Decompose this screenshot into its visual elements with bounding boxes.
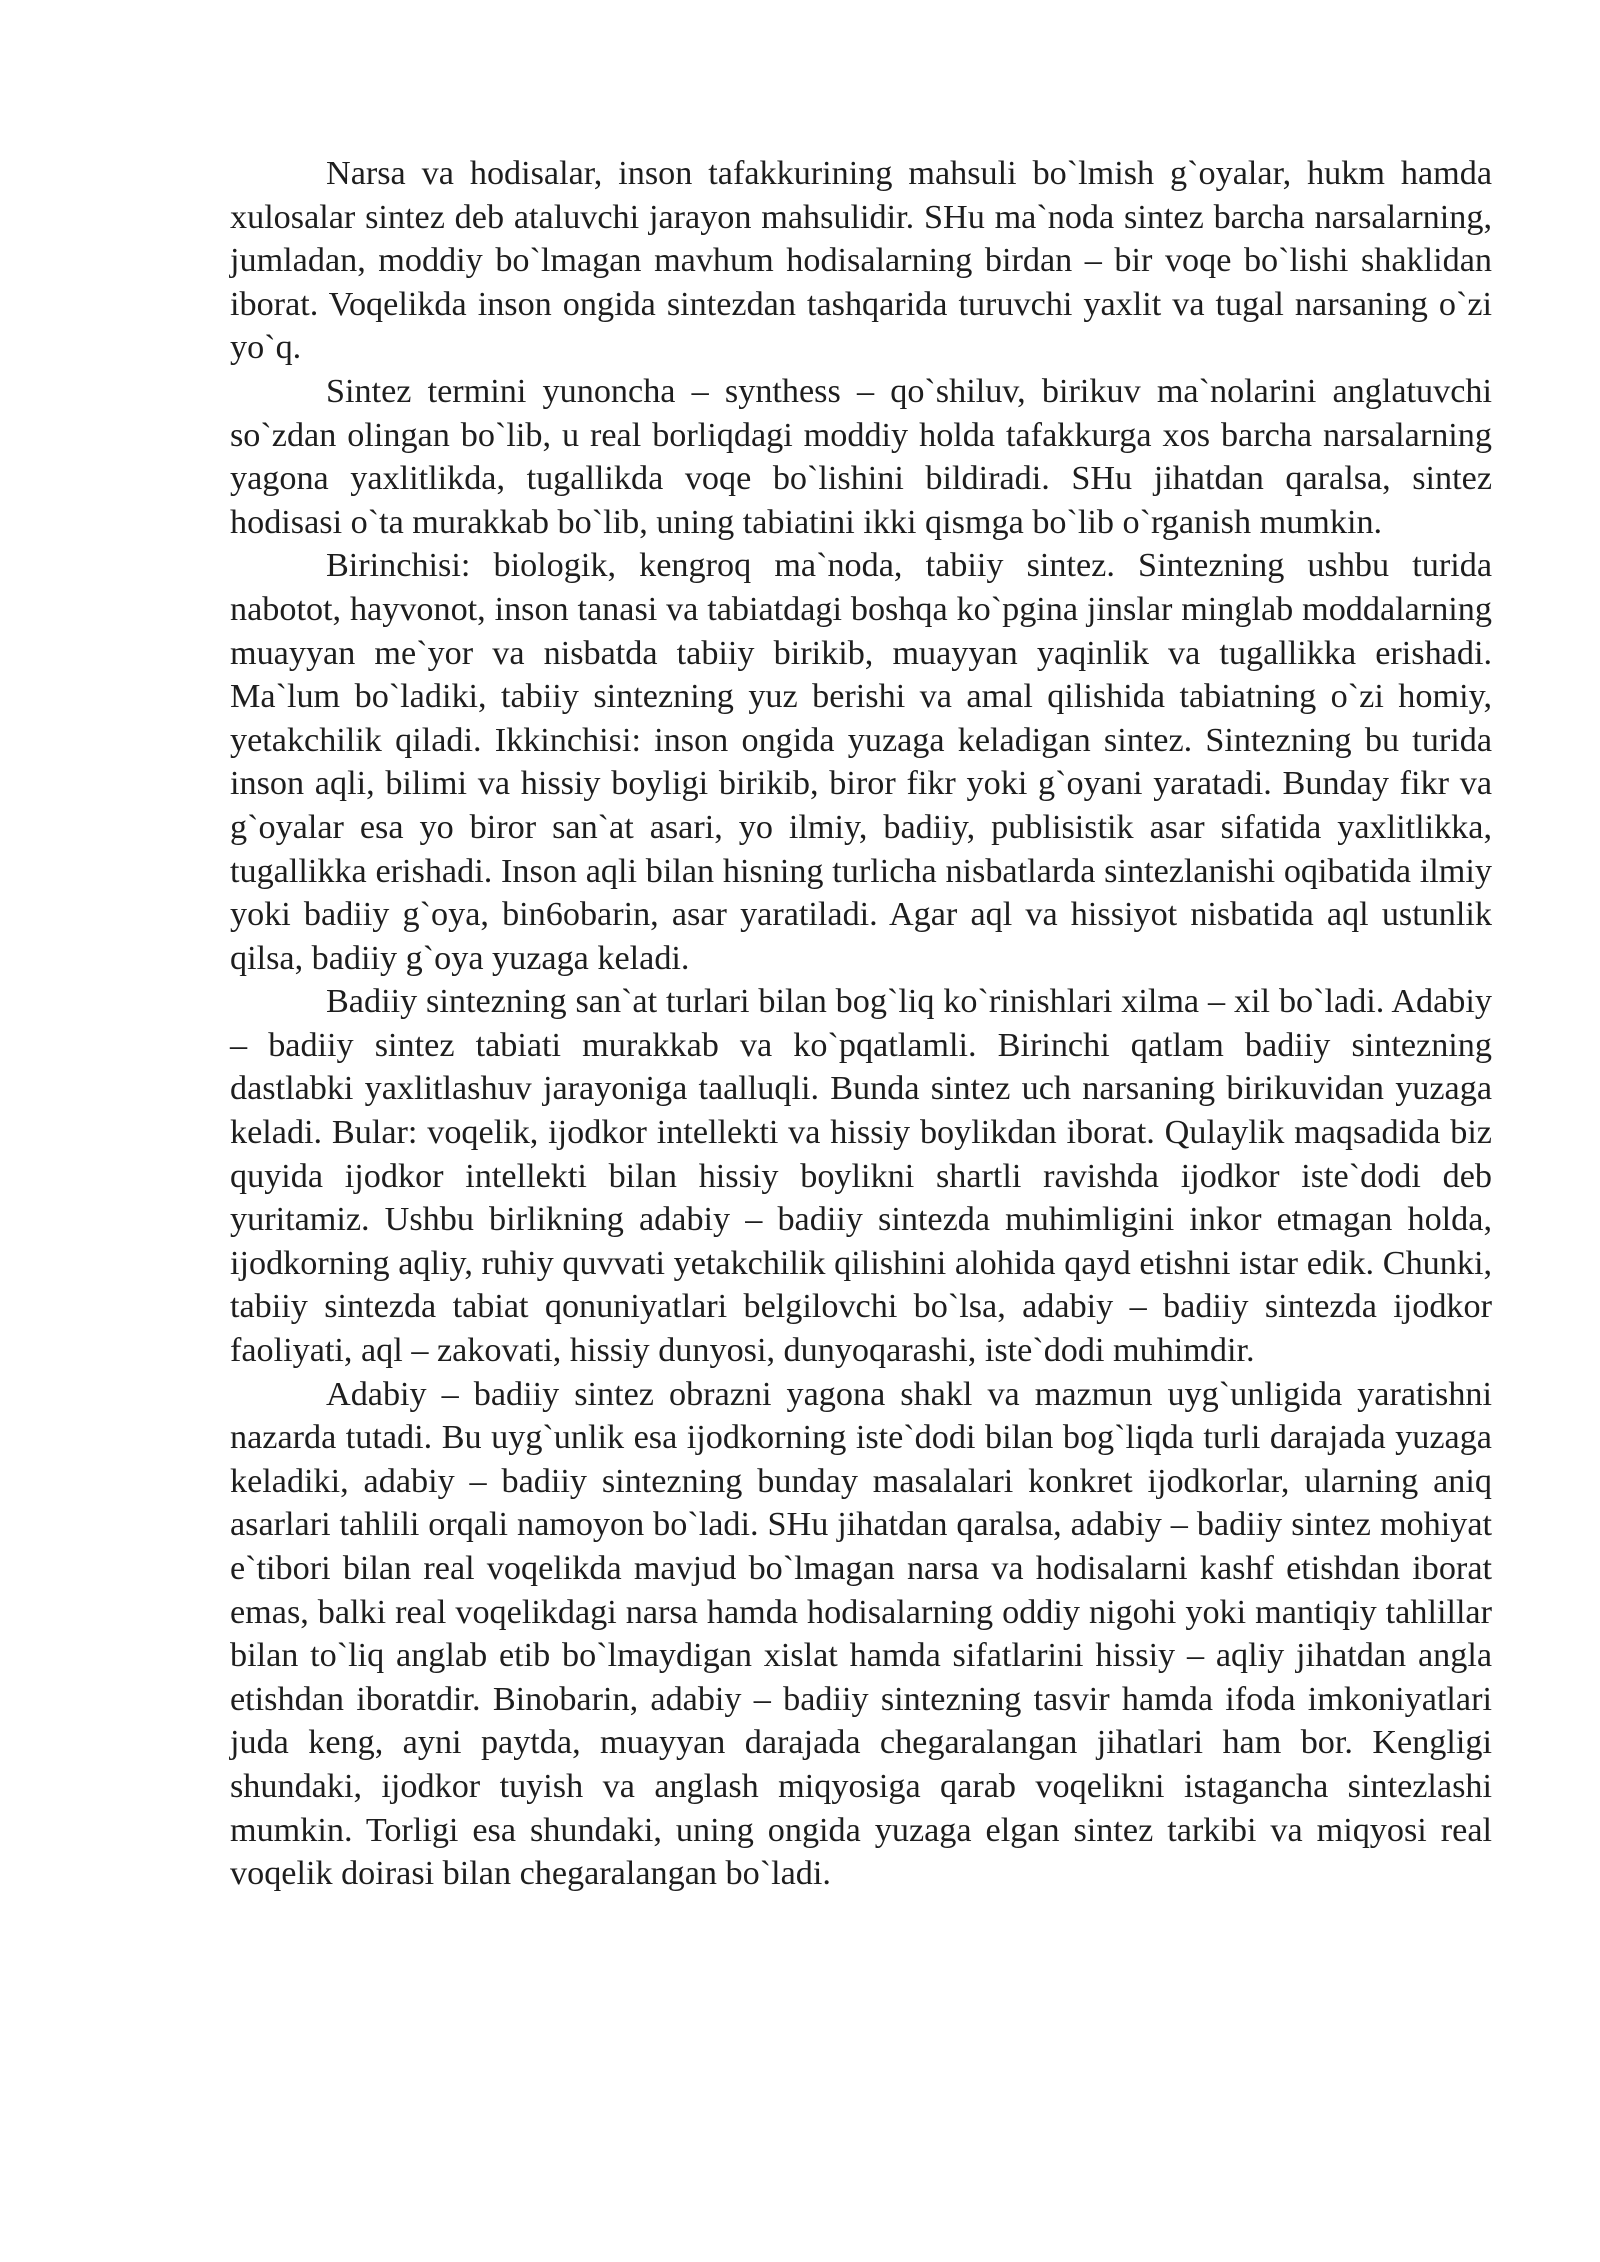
paragraph-5: Adabiy – badiiy sintez obrazni yagona shakl va mazmun uyg`unligida yaratishni nazarda tutadi. Bu uyg`unlik esa ijodkorning iste`dodi bilan bog`liqda turli darajada yuzaga keladiki, adabiy – badiiy sintezning bunday masalalari konkret ijodkorlar, ularning aniq asarlari tahlili orqali namoyon bo`ladi. SHu jihatdan qaralsa, adabiy – badiiy sintez mohiyat e`tibori bilan real voqelikda mavjud bo`lmagan narsa va hodisalarni kashf etishdan iborat emas, balki real voqelikdagi narsa hamda hodisalarning oddiy nigohi yoki mantiqiy tahlillar bilan to`liq anglab etib bo`lmaydigan xislat hamda sifatlarini hissiy – aqliy jihatdan angla etishdan iboratdir. Binobarin, adabiy – badiiy sintezning tasvir hamda ifoda imkoniyatlari juda keng, ayni paytda, muayyan darajada chegaralangan jihatlari ham bor. Kengligi shundaki, ijodkor tuyish va anglash miqyosiga qarab voqelikni istagancha sintezlashi mumkin. Torligi esa shundaki, uning ongida yuzaga elgan sintez tarkibi va miqyosi real voqelik doirasi bilan chegaralangan bo`ladi. — [230, 1375, 1492, 1893]
paragraph-3: Birinchisi: biologik, kengroq ma`noda, tabiiy sintez. Sintezning ushbu turida nabotot, hayvonot, inson tanasi va tabiatdagi boshqa ko`pgina jinslar minglab moddalarning muayyan me`yor va nisbatda tabiiy birikib, muayyan yaqinlik va tugallikka erishadi. Ma`lum bo`ladiki, tabiiy sintezning yuz berishi va amal qilishida tabiatning o`zi homiy, yetakchilik qiladi. Ikkinchisi: inson ongida yuzaga keladigan sintez. Sintezning bu turida inson aqli, bilimi va hissiy boyligi birikib, biror fikr yoki g`oyani yaratadi. Bunday fikr va g`oyalar esa yo biror san`at asari, yo ilmiy, badiiy, publisistik asar sifatida yaxlitlikka, tugallikka erishadi. Inson aqli bilan hisning turlicha nisbatlarda sintezlanishi oqibatida ilmiy yoki badiiy g`oya, bin6obarin, asar yaratiladi. Agar aql va hissiyot nisbatida aql ustunlik qilsa, badiiy g`oya yuzaga keladi. — [230, 547, 1492, 977]
paragraph-4: Badiiy sintezning san`at turlari bilan bog`liq ko`rinishlari xilma – xil bo`ladi. Adabiy – badiiy sintez tabiati murakkab va ko`pqatlamli. Birinchi qatlam badiiy sintezning dastlabki yaxlitlashuv jarayoniga taalluqli. Bunda sintez uch narsaning birikuvidan yuzaga keladi. Bular: voqelik, ijodkor intellekti va hissiy boylikdan iborat. Qulaylik maqsadida biz quyida ijodkor intellekti bilan hissiy boylikni shartli ravishda ijodkor iste`dodi deb yuritamiz. Ushbu birlikning adabiy – badiiy sintezda muhimligini inkor etmagan holda, ijodkorning aqliy, ruhiy quvvati yetakchilik qilishini alohida qayd etishni istar edik. Chunki, tabiiy sintezda tabiat qonuniyatlari belgilovchi bo`lsa, adabiy – badiiy sintezda ijodkor faoliyati, aql – zakovati, hissiy dunyosi, dunyoqarashi, iste`dodi muhimdir. — [230, 983, 1492, 1370]
paragraph-2: Sintez termini yunoncha – synthess – qo`shiluv, birikuv ma`nolarini anglatuvchi so`zdan olingan bo`lib, u real borliqdagi moddiy holda tafakkurga xos barcha narsalarning yagona yaxlitlikda, tugallikda voqe bo`lishini bildiradi. SHu jihatdan qaralsa, sintez hodisasi o`ta murakkab bo`lib, uning tabiatini ikki qismga bo`lib o`rganish mumkin. — [230, 372, 1492, 541]
document-page — [230, 152, 1492, 1896]
paragraph-1: Narsa va hodisalar, inson tafakkurining mahsuli bo`lmish g`oyalar, hukm hamda xulosalar sintez deb ataluvchi jarayon mahsulidir. SHu ma`noda sintez barcha narsalarning, jumladan, moddiy bo`lmagan mavhum hodisalarning birdan – bir voqe bo`lishi shaklidan iborat. Voqelikda inson ongida sintezdan tashqarida turuvchi yaxlit va tugal narsaning o`zi yo`q. — [230, 155, 1492, 367]
